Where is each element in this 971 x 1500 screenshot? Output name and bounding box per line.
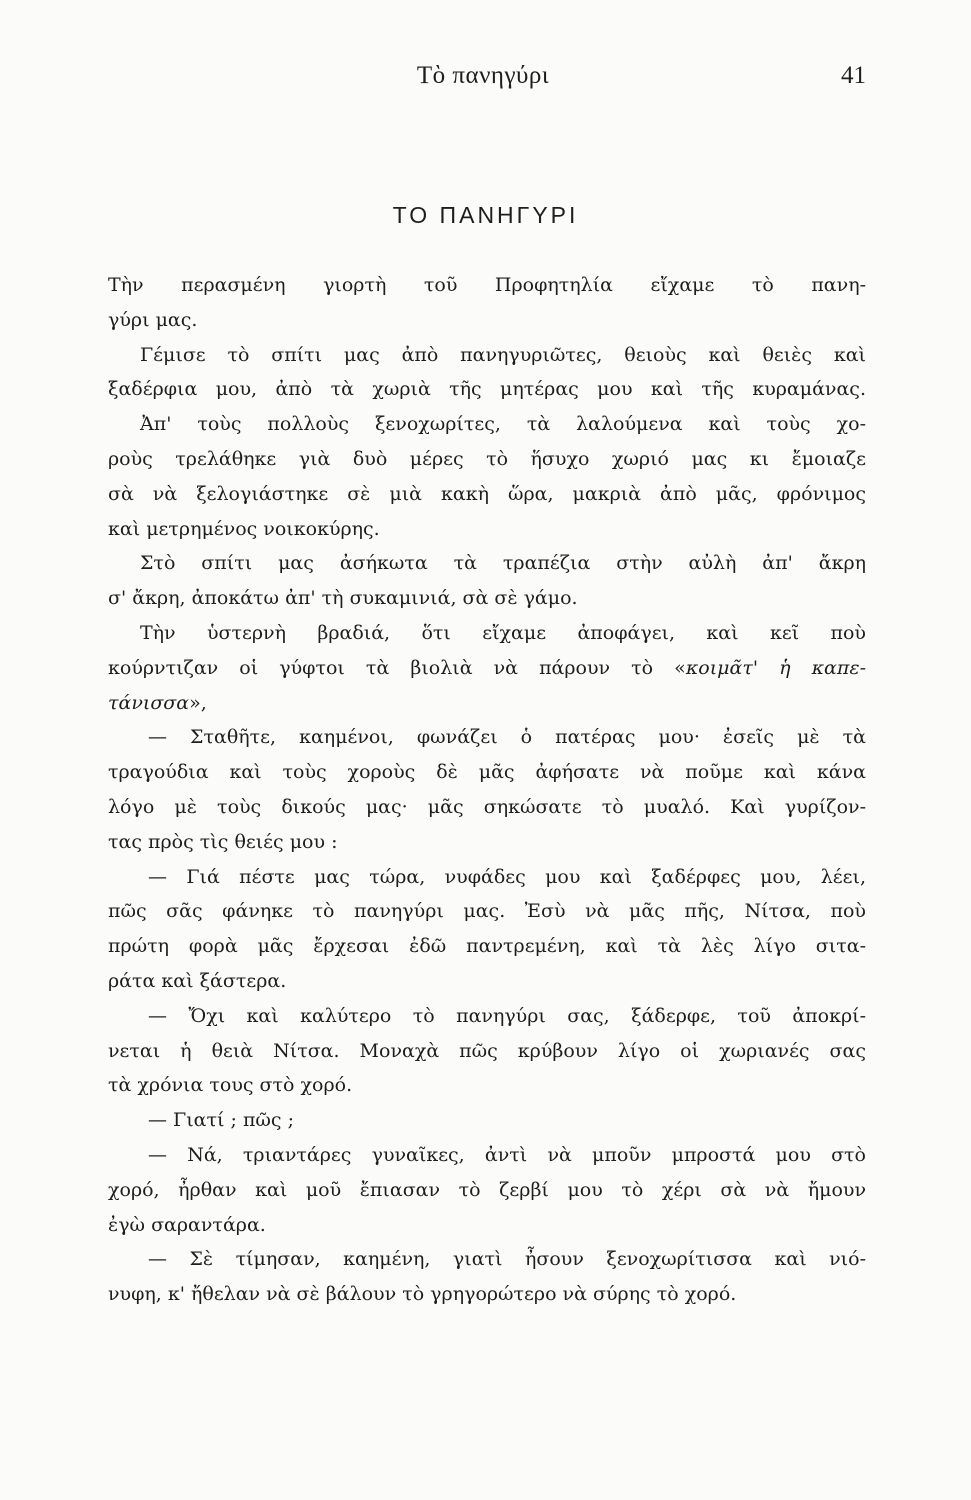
text-line: Ἀπ' τοὺς πολλοὺς ξενοχωρίτες, τὰ λαλούμενα καὶ τοὺς χο- xyxy=(140,413,866,436)
text-line: καὶ μετρημένος νοικοκύρης. xyxy=(108,517,380,540)
text-line: σὰ νὰ ξελογιάστηκε σὲ μιὰ κακὴ ὥρα, μακριὰ ἀπὸ μᾶς, φρόνιμος xyxy=(108,482,866,505)
running-title: Τὸ πανηγύρι xyxy=(416,62,550,89)
chapter-title: ΤΟ ΠΑΝΗΓΥΡΙ xyxy=(392,202,579,228)
running-head xyxy=(100,62,866,102)
text-line: τὰ χρόνια τους στὸ χορό. xyxy=(108,1074,353,1097)
text-line: νυφη, κ' ἤθελαν νὰ σὲ βάλουν τὸ γρηγορώτερο νὰ σύρης τὸ χορό. xyxy=(108,1283,737,1306)
text-line: ἐγὼ σαραντάρα. xyxy=(108,1213,266,1236)
italic-song-title: τάνισσα xyxy=(108,691,190,714)
text-line: γύρι μας. xyxy=(108,308,198,331)
text-line: σ' ἄκρη, ἀποκάτω ἀπ' τὴ συκαμινιά, σὰ σὲ γάμο. xyxy=(108,587,578,610)
text-line: Γέμισε τὸ σπίτι μας ἀπὸ πανηγυριῶτες, θειοὺς καὶ θειὲς καὶ xyxy=(140,343,866,366)
text-line-mixed xyxy=(108,686,866,721)
text-line-mixed xyxy=(108,651,866,686)
text-line: πῶς σᾶς φάνηκε τὸ πανηγύρι μας. Ἐσὺ νὰ μᾶς πῆς, Νίτσα, ποὺ xyxy=(108,900,866,923)
text-line: τας πρὸς τὶς θειές μου : xyxy=(108,830,338,853)
text-line: τραγούδια καὶ τοὺς χοροὺς δὲ μᾶς ἀφήσατε νὰ ποῦμε καὶ κάνα xyxy=(108,761,866,784)
text-line: νεται ἡ θειὰ Νίτσα. Μοναχὰ πῶς κρύβουν λίγο οἱ χωριανές σας xyxy=(108,1039,866,1062)
text-line: ροὺς τρελάθηκε γιὰ δυὸ μέρες τὸ ἥσυχο χωριό μας κι ἔμοιαζε xyxy=(108,447,866,470)
text-line: — Ὄχι καὶ καλύτερο τὸ πανηγύρι σας, ξάδερφε, τοῦ ἀποκρί- xyxy=(148,1004,866,1027)
text-line: χορό, ἦρθαν καὶ μοῦ ἔπιασαν τὸ ζερβί μου τὸ χέρι σὰ νὰ ἤμουν xyxy=(108,1178,866,1201)
page-number: 41 xyxy=(841,62,866,89)
text-line: Στὸ σπίτι μας ἀσήκωτα τὰ τραπέζια στὴν αὐλὴ ἀπ' ἄκρη xyxy=(140,552,866,575)
text-line: Τὴν ὑστερνὴ βραδιά, ὅτι εἴχαμε ἀποφάγει, καὶ κεῖ ποὺ xyxy=(140,621,866,644)
italic-song-title: κοιμᾶτ' ἡ καπε- xyxy=(685,656,866,679)
text-line: πρώτη φορὰ μᾶς ἔρχεσαι ἐδῶ παντρεμένη, καὶ τὰ λὲς λίγο σιτα- xyxy=(108,935,866,958)
text-line: Τὴν περασμένη γιορτὴ τοῦ Προφητηλία εἴχαμε τὸ πανη- xyxy=(108,274,866,296)
text-line: λόγο μὲ τοὺς δικούς μας· μᾶς σηκώσατε τὸ μυαλό. Καὶ γυρίζον- xyxy=(108,795,866,818)
text-line: — Γιατί ; πῶς ; xyxy=(148,1109,295,1132)
text-line: — Σὲ τίμησαν, καημένη, γιατὶ ἦσουν ξενοχωρίτισσα καὶ νιό- xyxy=(148,1248,866,1271)
text-line: ράτα καὶ ξάστερα. xyxy=(108,969,287,992)
body-text xyxy=(108,268,866,1312)
text-line: — Σταθῆτε, καημένοι, φωνάζει ὁ πατέρας μου· ἐσεῖς μὲ τὰ xyxy=(148,726,866,749)
text-line: ξαδέρφια μου, ἀπὸ τὰ χωριὰ τῆς μητέρας μου καὶ τῆς κυραμάνας. xyxy=(108,378,866,401)
text-line: — Νά, τριαντάρες γυναῖκες, ἀντὶ νὰ μποῦν μπροστά μου στὸ xyxy=(148,1143,866,1166)
text-fragment: », xyxy=(189,691,207,714)
text-line: — Γιά πέστε μας τώρα, νυφάδες μου καὶ ξαδέρφες μου, λέει, xyxy=(148,865,866,888)
text-fragment: κούρντιζαν οἱ γύφτοι τὰ βιολιὰ νὰ πάρουν τὸ « xyxy=(108,656,686,679)
